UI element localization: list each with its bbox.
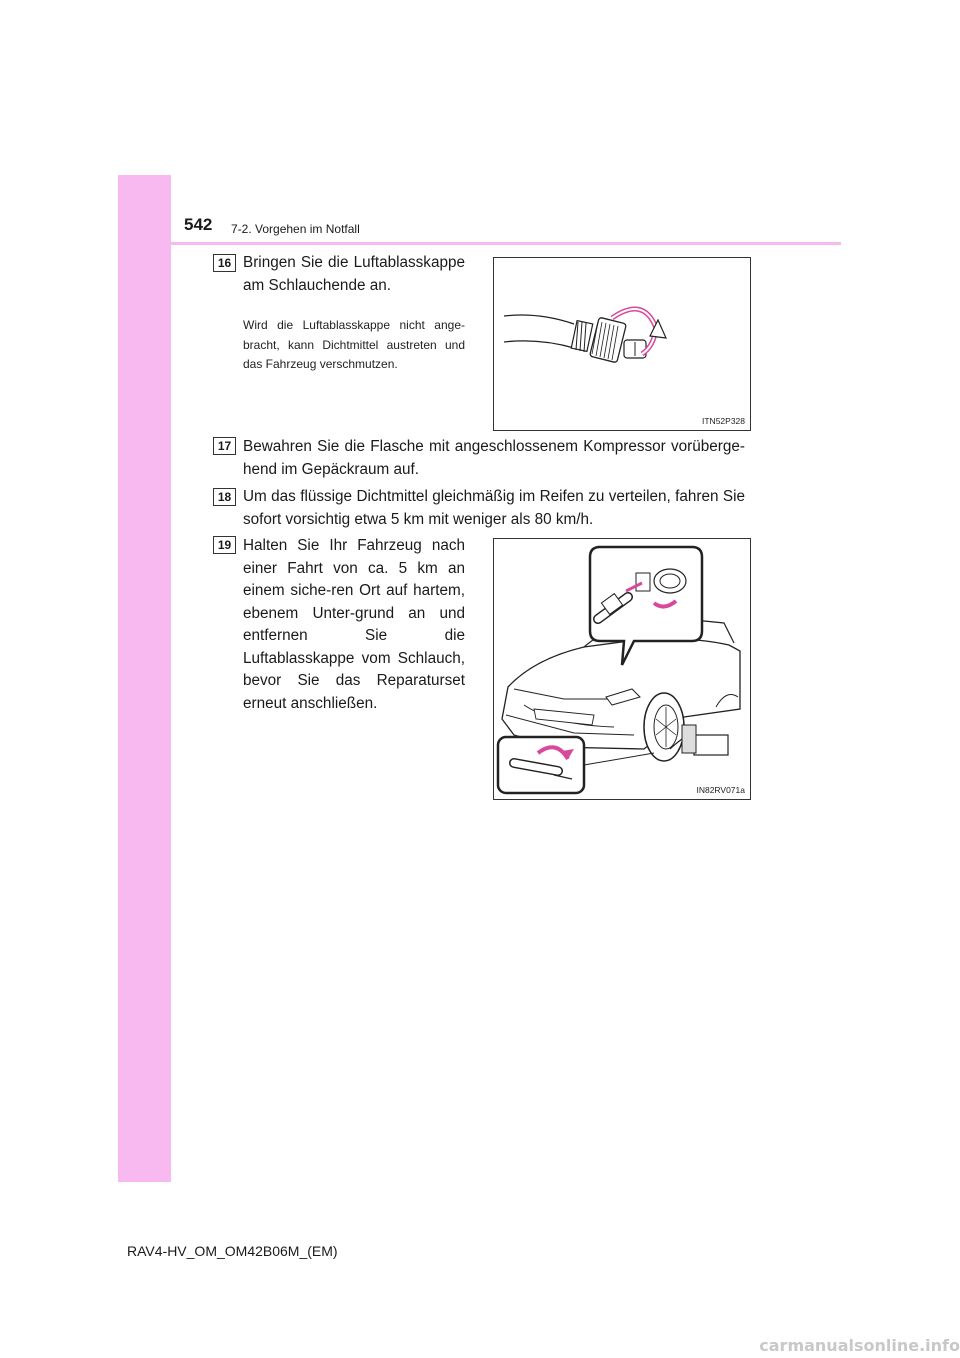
step-17-text: Bewahren Sie die Flasche mit angeschlossenem Kompressor vorüberge-hend im Gepäckraum auf. bbox=[243, 438, 745, 478]
figure-id: ITN52P328 bbox=[702, 416, 745, 426]
document-code: RAV4-HV_OM_OM42B06M_(EM) bbox=[127, 1243, 338, 1259]
step-16-note: Wird die Luftablasskappe nicht ange-bracht, kann Dichtmittel austreten und das Fahrzeug verschmutzen. bbox=[243, 318, 465, 371]
step-number-18: 18 bbox=[213, 488, 236, 506]
section-title: 7-2. Vorgehen im Notfall bbox=[231, 222, 360, 236]
step-18-text: Um das flüssige Dichtmittel gleichmäßig im Reifen zu verteilen, fahren Sie sofort vorsichtig etwa 5 km mit weniger als 80 km/h. bbox=[243, 488, 745, 528]
figure-hose-cap bbox=[493, 257, 751, 431]
step-16-text: Bringen Sie die Luftablasskappe am Schlauchende an. bbox=[243, 254, 465, 294]
hose-cap-rotate-illustration bbox=[494, 258, 750, 430]
watermark: carmanualsonline.info bbox=[759, 1336, 960, 1355]
step-number-16: 16 bbox=[213, 254, 236, 272]
car-tire-repair-kit-illustration bbox=[494, 539, 750, 799]
step-number-19: 19 bbox=[213, 536, 236, 554]
page-number: 542 bbox=[184, 215, 213, 234]
header-divider bbox=[118, 242, 841, 245]
side-color-band bbox=[118, 175, 171, 1182]
step-number-17: 17 bbox=[213, 437, 236, 455]
step-19-text: Halten Sie Ihr Fahrzeug nach einer Fahrt von ca. 5 km an einem siche-ren Ort auf hartem, ebenem Unter-grund an und entfernen Sie die Luftablasskappe vom Schlauch, bevor Sie das Reparaturset erneut anschließen. bbox=[243, 537, 465, 712]
figure-id: IN82RV071a bbox=[696, 785, 745, 795]
figure-car-repair bbox=[493, 538, 751, 800]
